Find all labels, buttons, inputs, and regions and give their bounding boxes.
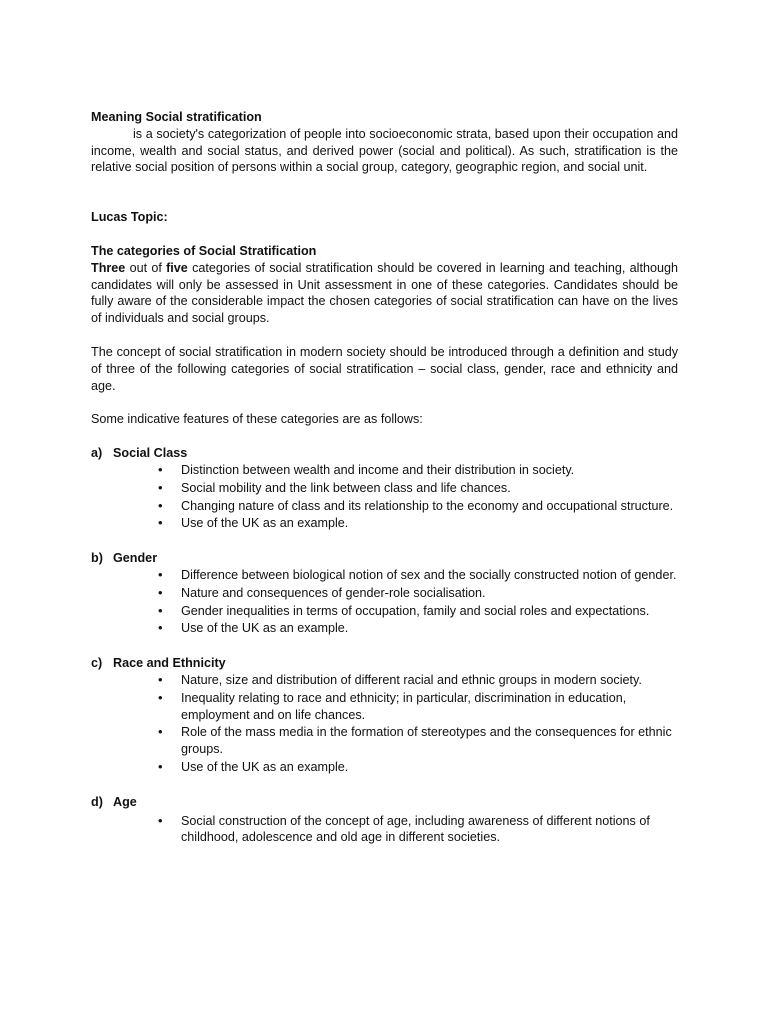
section-title: Gender xyxy=(113,551,158,566)
section-title: Social Class xyxy=(113,446,188,461)
bullet-icon: • xyxy=(158,566,163,582)
categories-paragraph-1 xyxy=(91,260,678,327)
list-item: • Distinction between wealth and income and their distribution in society. xyxy=(158,461,575,477)
bullet-icon: • xyxy=(158,724,163,740)
five-word: five xyxy=(166,260,188,275)
section-title: Race and Ethnicity xyxy=(113,656,226,671)
list-item: • Role of the mass media in the formation of stereotypes and the consequences for ethnic groups. xyxy=(158,724,672,757)
document-page xyxy=(91,109,678,847)
bullet-icon: • xyxy=(158,584,163,600)
section-title: Age xyxy=(113,794,137,809)
list-item: • Gender inequalities in terms of occupation, family and social roles and expectations. xyxy=(158,602,650,618)
list-item: • Difference between biological notion of sex and the socially constructed notion of gender. xyxy=(158,566,677,582)
bullet-list xyxy=(91,462,678,532)
bullet-icon: • xyxy=(158,497,163,513)
categories-heading: The categories of Social Stratification xyxy=(91,243,317,258)
section-letter: d) xyxy=(91,794,103,809)
bullet-icon: • xyxy=(158,620,163,636)
intro-heading: Meaning Social stratification xyxy=(91,110,262,124)
categories-paragraph-3: Some indicative features of these categories are as follows: xyxy=(91,412,423,427)
list-item: • Inequality relating to race and ethnicity; in particular, discrimination in education, employment and on life chances. xyxy=(158,689,627,722)
list-item: • Use of the UK as an example. xyxy=(158,515,349,531)
section-social-class xyxy=(91,445,678,532)
bullet-list xyxy=(91,813,678,847)
section-gender xyxy=(91,550,678,637)
list-item: • Social mobility and the link between class and life chances. xyxy=(158,479,511,495)
bullet-list xyxy=(91,672,678,776)
list-item: • Nature, size and distribution of different racial and ethnic groups in modern society. xyxy=(158,671,642,687)
categories-paragraph-rest: categories of social stratification should be covered in learning and teaching, although candidates will only be assessed in Unit assessment in one of these categories. Candidates should be fully aware of the considerable impact the chosen categories of social stratification can have on the lives of individuals and social groups. xyxy=(91,260,678,326)
bullet-icon: • xyxy=(158,671,163,687)
out-of-text: out of xyxy=(125,260,167,275)
bullet-icon: • xyxy=(158,515,163,531)
bullet-list xyxy=(91,567,678,637)
bullet-icon: • xyxy=(158,461,163,477)
bullet-icon: • xyxy=(158,689,163,705)
list-item: • Nature and consequences of gender-role socialisation. xyxy=(158,584,486,600)
lucas-topic-heading: Lucas Topic: xyxy=(91,210,168,225)
three-word: Three xyxy=(91,260,126,275)
list-item: • Changing nature of class and its relationship to the economy and occupational structure. xyxy=(158,497,674,513)
bullet-icon: • xyxy=(158,479,163,495)
list-item: • Use of the UK as an example. xyxy=(158,758,349,774)
categories-paragraph-2: The concept of social stratification in modern society should be introduced through a definition and study of three of the following categories of social stratification – social class, gender, race and ethnicity and age. xyxy=(91,344,678,393)
intro-paragraph: is a society's categorization of people into socioeconomic strata, based upon their occupation and income, wealth and social status, and derived power (social and political). As such, stratification is the relative social position of persons within a social group, category, geographic region, and social unit. xyxy=(91,126,678,175)
section-letter: c) xyxy=(91,656,103,671)
list-item: • Social construction of the concept of age, including awareness of different notions of childhood, adolescence and old age in different societies. xyxy=(158,812,650,845)
bullet-icon: • xyxy=(158,812,163,828)
section-letter: a) xyxy=(91,446,103,461)
bullet-icon: • xyxy=(158,758,163,774)
section-letter: b) xyxy=(91,551,103,566)
bullet-icon: • xyxy=(158,602,163,618)
list-item: • Use of the UK as an example. xyxy=(158,620,349,636)
section-race-ethnicity xyxy=(91,655,678,776)
section-age xyxy=(91,794,678,846)
